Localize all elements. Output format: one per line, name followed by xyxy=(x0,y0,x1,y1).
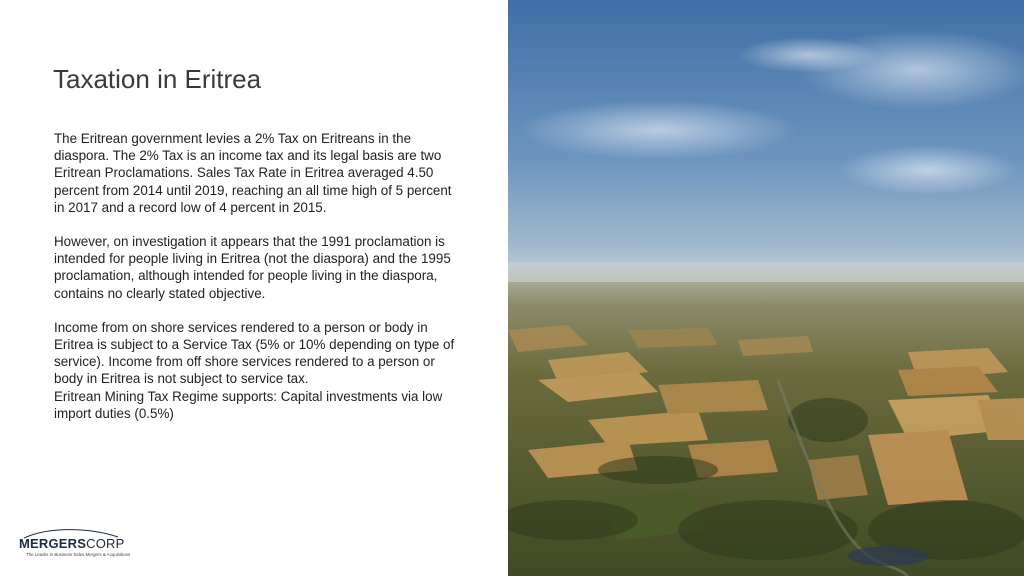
paragraph-service-tax: Income from on shore services rendered to a person or body in Eritrea is subject to a Service Tax (5% or 10% depending on type of service). Income from off shore services rendered to a person or body in Eritrea is not subject to service tax. xyxy=(54,319,455,387)
logo-name-bold: MERGERS xyxy=(19,536,87,551)
logo-wordmark xyxy=(19,536,125,551)
logo-tagline: The Leader in Business Sales Mergers & Acquisitions xyxy=(26,552,131,557)
logo-name-regular: CORP xyxy=(86,536,125,551)
paragraph-proclamations: However, on investigation it appears that the 1991 proclamation is intended for people living in Eritrea (not the diaspora) and the 1995 proclamation, although intended for people living in the diaspora, contains no clearly stated objective. xyxy=(54,234,451,301)
slide-title: Taxation in Eritrea xyxy=(53,64,262,94)
mergerscorp-logo xyxy=(18,527,138,563)
slide-body xyxy=(54,130,464,422)
paragraph-diaspora-tax: The Eritrean government levies a 2% Tax on Eritreans in the diaspora. The 2% Tax is an income tax and its legal basis are two Eritrean Proclamations. Sales Tax Rate in Eritrea averaged 4.50 percent from 2014 until 2019, reaching an all time high of 5 percent in 2017 and a record low of 4 percent in 2015. xyxy=(54,131,452,215)
aerial-landscape-image xyxy=(508,0,1024,576)
aerial-landscape-photo xyxy=(508,0,1024,576)
paragraph-mining-tax: Eritrean Mining Tax Regime supports: Capital investments via low import duties (0.5%) xyxy=(54,388,443,421)
